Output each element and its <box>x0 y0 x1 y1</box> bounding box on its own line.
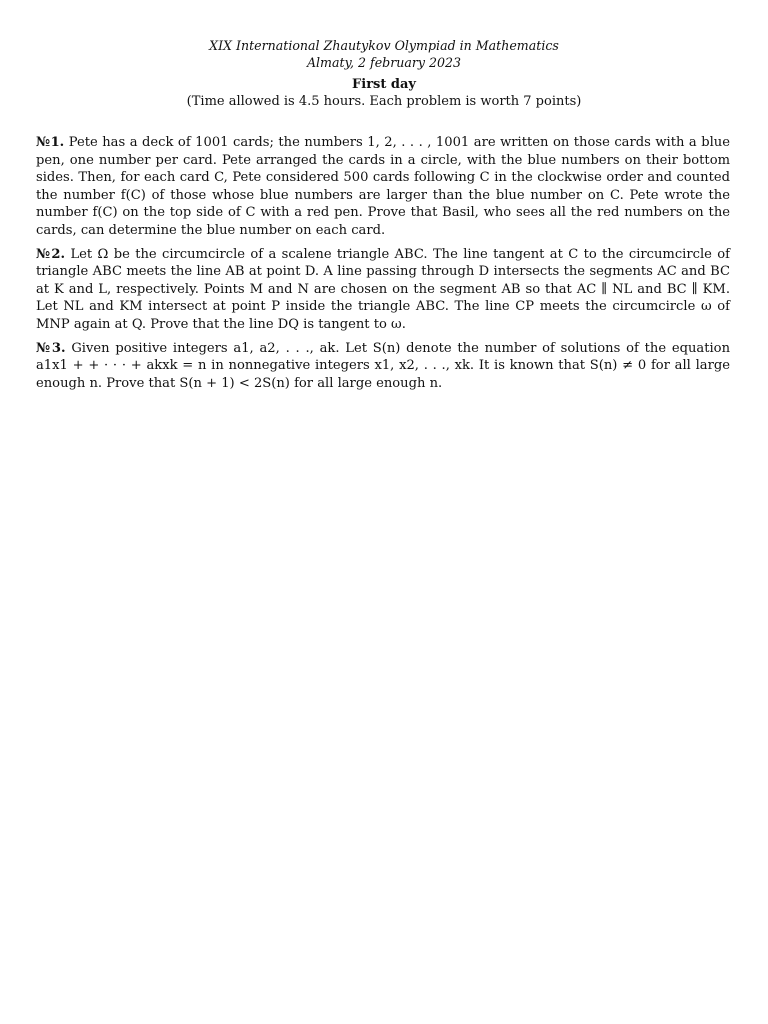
problem-text: Pete has a deck of 1001 cards; the numbers 1, 2, . . . , 1001 are written on those cards with a blue pen, one number per card. Pete arranged the cards in a circle, with the blue numbers on their bottom sides. Then, for each card C, Pete considered 500 cards following C in the clockwise order and counted the number f(C) of those whose blue numbers are larger than the blue number on C. Pete wrote the number f(C) on the top side of C with a red pen. Prove that Basil, who sees all the red numbers on the cards, can determine the blue number on each card. <box>36 135 730 238</box>
problem-text: Given positive integers a1, a2, . . ., ak. Let S(n) denote the number of solutions of the equation a1x1 + + · · · + akxk = n in nonnegative integers x1, x2, . . ., xk. It is known that S(n) ≠ 0 for all large enough n. Prove that S(n + 1) < 2S(n) for all large enough n. <box>36 340 730 391</box>
time-rules: (Time allowed is 4.5 hours. Each problem is worth 7 points) <box>186 94 582 109</box>
problem-text: Let Ω be the circumcircle of a scalene triangle ABC. The line tangent at C to the circumcircle of triangle ABC meets the line AB at point D. A line passing through D intersects the segments AC and BC at K and L, respectively. Points M and N are chosen on the segment AB so that AC ∥ NL and BC ∥ KM. Let NL and KM intersect at point P inside the triangle ABC. The line CP meets the circumcircle ω of MNP again at Q. Prove that the line DQ is tangent to ω. <box>36 246 730 332</box>
place-date: Almaty, 2 february 2023 <box>306 55 462 70</box>
problem-3 <box>36 340 730 393</box>
problem-label: №2. <box>36 246 66 262</box>
problem-label: №1. <box>36 135 65 150</box>
document-header <box>0 37 768 110</box>
olympiad-title: XIX International Zhautykov Olympiad in Mathematics <box>209 38 559 53</box>
problem-label: №3. <box>36 340 66 356</box>
problem-1 <box>36 134 730 240</box>
problem-2 <box>36 246 730 334</box>
day-title: First day <box>352 77 416 92</box>
problem-list <box>36 134 730 398</box>
